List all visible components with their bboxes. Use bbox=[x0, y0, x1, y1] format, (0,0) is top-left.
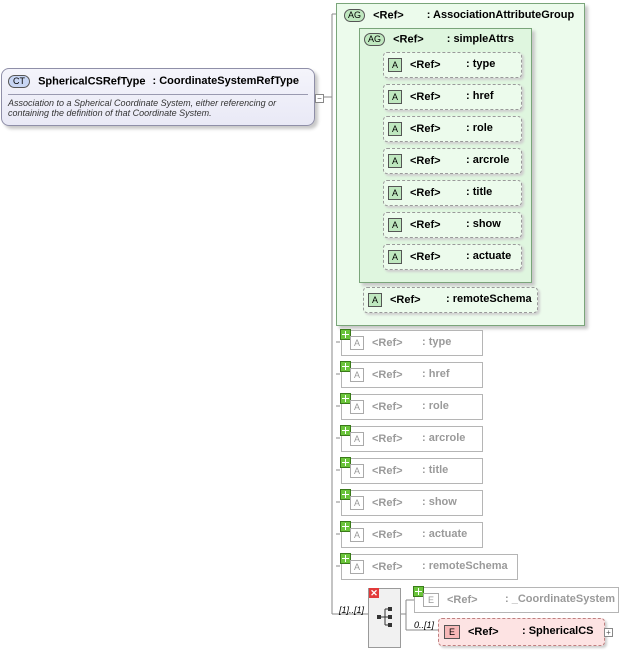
attribute-ref: <Ref> bbox=[372, 528, 403, 541]
attribute-role[interactable] bbox=[383, 116, 522, 142]
complex-type-documentation: Association to a Spherical Coordinate System, either referencing or containing the definition of that Coordinate System. bbox=[8, 98, 277, 118]
simple-attrs-header bbox=[364, 33, 514, 46]
attribute-ref: <Ref> bbox=[410, 90, 441, 103]
attribute-name: : type bbox=[466, 58, 496, 70]
attribute-ref: <Ref> bbox=[410, 58, 441, 71]
expand-toggle[interactable]: + bbox=[604, 628, 613, 637]
attribute-icon: A bbox=[388, 186, 402, 200]
collapse-toggle[interactable]: − bbox=[315, 94, 324, 103]
attribute-icon: A bbox=[368, 293, 382, 307]
attribute-ref: <Ref> bbox=[390, 293, 421, 306]
attribute-icon: A bbox=[350, 400, 364, 414]
attribute-actuate[interactable] bbox=[383, 244, 522, 270]
attribute-name: : actuate bbox=[466, 250, 512, 262]
ext-attribute-show[interactable] bbox=[341, 490, 483, 516]
element-ref: <Ref> bbox=[468, 625, 499, 638]
attribute-icon: A bbox=[388, 218, 402, 232]
element-coordinate-system[interactable] bbox=[414, 587, 619, 613]
attribute-icon: A bbox=[350, 336, 364, 350]
element-icon: E bbox=[423, 593, 439, 607]
sequence-compositor[interactable] bbox=[368, 588, 401, 648]
attribute-name: : href bbox=[466, 90, 494, 102]
attribute-ref: <Ref> bbox=[372, 560, 403, 573]
complex-type-box[interactable] bbox=[1, 68, 315, 126]
ext-attribute-type[interactable] bbox=[341, 330, 483, 356]
attribute-icon: A bbox=[350, 432, 364, 446]
attribute-icon: A bbox=[350, 496, 364, 510]
simple-attrs-name: : simpleAttrs bbox=[446, 33, 514, 46]
attribute-icon: A bbox=[388, 90, 402, 104]
ext-attribute-title[interactable] bbox=[341, 458, 483, 484]
ext-attribute-role[interactable] bbox=[341, 394, 483, 420]
complex-type-icon: CT bbox=[8, 75, 30, 88]
attribute-ref: <Ref> bbox=[410, 154, 441, 167]
attribute-name: : title bbox=[466, 186, 493, 198]
complex-type-header bbox=[8, 75, 299, 88]
sequence-icon bbox=[369, 589, 400, 647]
attribute-name: : arcrole bbox=[422, 432, 466, 444]
attribute-name: : role bbox=[422, 400, 449, 412]
ext-attribute-arcrole[interactable] bbox=[341, 426, 483, 452]
element-icon: E bbox=[444, 625, 460, 639]
attribute-name: : show bbox=[466, 218, 501, 230]
attribute-ref: <Ref> bbox=[410, 186, 441, 199]
assoc-group-header bbox=[344, 9, 574, 22]
close-icon[interactable]: ✕ bbox=[370, 588, 378, 598]
element-spherical-cs[interactable] bbox=[438, 618, 605, 646]
ext-attribute-remote-schema[interactable] bbox=[341, 554, 518, 580]
element-name: : _CoordinateSystem bbox=[505, 593, 616, 605]
sequence-occurrence: [1]..[1] bbox=[339, 605, 365, 615]
attribute-name: : show bbox=[422, 496, 457, 508]
attribute-ref: <Ref> bbox=[372, 368, 403, 381]
attribute-icon: A bbox=[350, 528, 364, 542]
attribute-ref: <Ref> bbox=[410, 250, 441, 263]
attribute-name: : role bbox=[466, 122, 493, 134]
attribute-name: : actuate bbox=[422, 528, 468, 540]
attribute-icon: A bbox=[388, 250, 402, 264]
attribute-ref: <Ref> bbox=[372, 432, 403, 445]
attribute-group-icon: AG bbox=[344, 9, 365, 22]
attribute-href[interactable] bbox=[383, 84, 522, 110]
attribute-remote-schema[interactable] bbox=[363, 287, 538, 313]
child-occurrence: 0..[1] bbox=[414, 620, 435, 630]
attribute-ref: <Ref> bbox=[372, 336, 403, 349]
element-ref: <Ref> bbox=[447, 593, 478, 606]
attribute-ref: <Ref> bbox=[372, 496, 403, 509]
attribute-icon: A bbox=[388, 154, 402, 168]
attribute-icon: A bbox=[388, 122, 402, 136]
attribute-icon: A bbox=[388, 58, 402, 72]
ext-attribute-href[interactable] bbox=[341, 362, 483, 388]
attribute-show[interactable] bbox=[383, 212, 522, 238]
attribute-name: : remoteSchema bbox=[422, 560, 508, 572]
attribute-icon: A bbox=[350, 368, 364, 382]
attribute-ref: <Ref> bbox=[410, 122, 441, 135]
attribute-name: : arcrole bbox=[466, 154, 510, 166]
complex-type-base: : CoordinateSystemRefType bbox=[152, 75, 300, 88]
attribute-ref: <Ref> bbox=[410, 218, 441, 231]
attribute-icon: A bbox=[350, 560, 364, 574]
attribute-title[interactable] bbox=[383, 180, 522, 206]
attribute-name: : type bbox=[422, 336, 452, 348]
attribute-type[interactable] bbox=[383, 52, 522, 78]
ext-attribute-actuate[interactable] bbox=[341, 522, 483, 548]
attribute-group-icon: AG bbox=[364, 33, 385, 46]
assoc-group-name: : AssociationAttributeGroup bbox=[426, 9, 575, 22]
attribute-ref: <Ref> bbox=[372, 464, 403, 477]
attribute-arcrole[interactable] bbox=[383, 148, 522, 174]
complex-type-name: SphericalCSRefType bbox=[38, 75, 146, 88]
complex-type-divider bbox=[8, 94, 308, 95]
simple-attrs-ref: <Ref> bbox=[393, 33, 424, 46]
attribute-name: : remoteSchema bbox=[446, 293, 532, 305]
attribute-name: : href bbox=[422, 368, 450, 380]
element-name: : SphericalCS bbox=[522, 625, 594, 637]
attribute-icon: A bbox=[350, 464, 364, 478]
attribute-ref: <Ref> bbox=[372, 400, 403, 413]
assoc-group-ref: <Ref> bbox=[373, 9, 404, 22]
attribute-name: : title bbox=[422, 464, 449, 476]
